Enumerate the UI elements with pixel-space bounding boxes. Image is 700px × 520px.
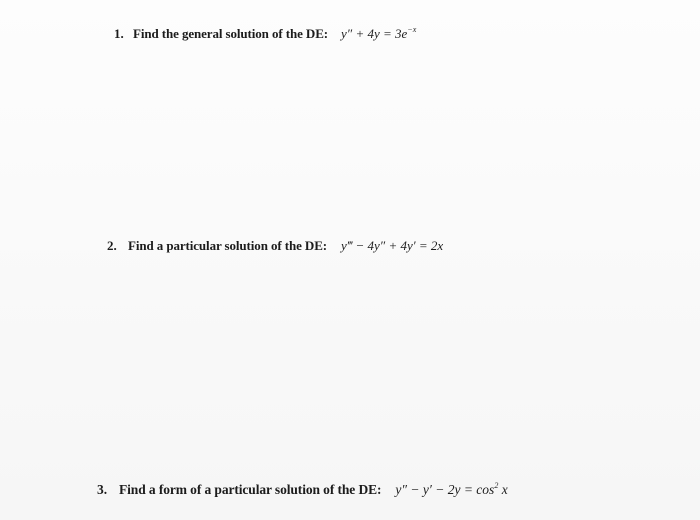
equation-text: y″ − y′ − 2y = cos: [395, 482, 495, 497]
equation-exponent: −x: [407, 25, 417, 34]
problem-prompt: Find a particular solution of the DE:: [128, 238, 328, 253]
equation-exponent: 2: [494, 481, 499, 490]
differential-equation: y‴ − 4y″ + 4y′ = 2x: [341, 238, 444, 253]
equation-text-end: x: [498, 482, 508, 497]
problem-number: 1.: [114, 26, 124, 41]
problem-number: 2.: [107, 238, 117, 253]
problem-3: [97, 478, 508, 498]
problem-number: 3.: [97, 482, 108, 497]
equation-text: y″ + 4y = 3e: [341, 26, 408, 41]
problem-2: [107, 238, 443, 254]
problem-1: [114, 22, 416, 42]
differential-equation: [341, 22, 416, 42]
problem-prompt: Find the general solution of the DE:: [133, 26, 329, 41]
problem-prompt: Find a form of a particular solution of the DE:: [119, 482, 382, 497]
differential-equation: [395, 478, 507, 498]
